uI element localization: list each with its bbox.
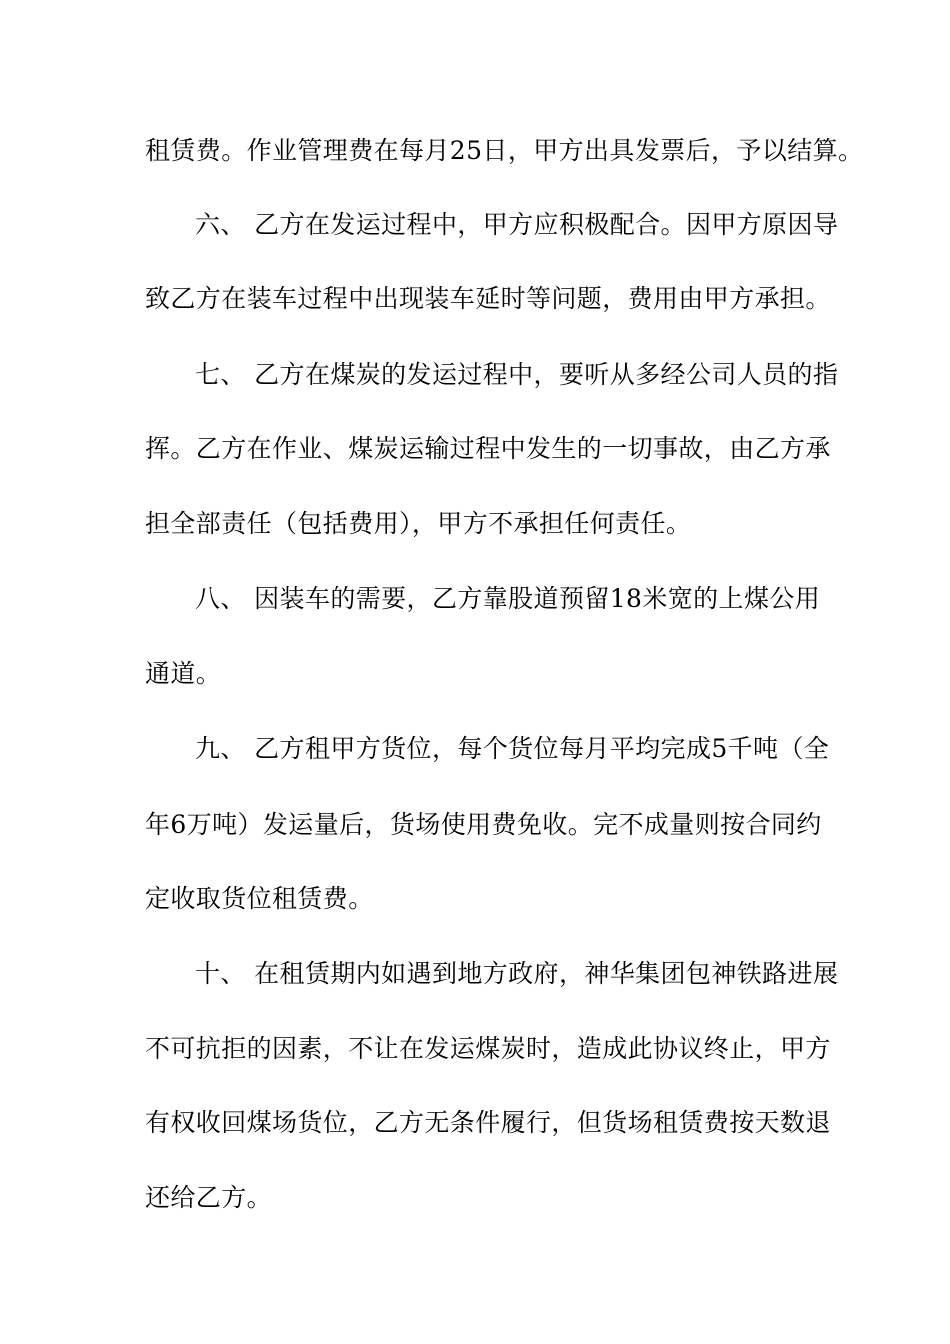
paragraph-line: 致乙方在装车过程中出现装车延时等问题，费用由甲方承担。 bbox=[145, 284, 831, 313]
clause-six-line: 六、 乙方在发运过程中，甲方应积极配合。因甲方原因导 bbox=[195, 210, 839, 239]
paragraph-line: 定收取货位租赁费。 bbox=[145, 884, 374, 913]
paragraph-line: 租赁费。作业管理费在每月25日，甲方出具发票后，予以结算。 bbox=[145, 136, 864, 165]
paragraph-line: 担全部责任（包括费用），甲方不承担任何责任。 bbox=[145, 509, 692, 538]
clause-nine-line: 九、 乙方租甲方货位，每个货位每月平均完成5千吨（全 bbox=[195, 734, 830, 763]
paragraph-line: 通道。 bbox=[145, 659, 222, 688]
clause-eight-line: 八、 因装车的需要，乙方靠股道预留18米宽的上煤公用 bbox=[195, 584, 821, 613]
paragraph-line: 还给乙方。 bbox=[145, 1183, 273, 1212]
paragraph-line: 年6万吨）发运量后，货场使用费免收。完不成量则按合同约 bbox=[145, 810, 822, 839]
paragraph-line: 有权收回煤场货位，乙方无条件履行，但货场租赁费按天数退 bbox=[145, 1108, 831, 1137]
clause-seven-line: 七、 乙方在煤炭的发运过程中，要听从多经公司人员的指 bbox=[195, 360, 839, 389]
clause-ten-line: 十、 在租赁期内如遇到地方政府，神华集团包神铁路进展 bbox=[195, 959, 839, 988]
paragraph-line: 挥。乙方在作业、煤炭运输过程中发生的一切事故，由乙方承 bbox=[145, 434, 831, 463]
paragraph-line: 不可抗拒的因素，不让在发运煤炭时，造成此协议终止，甲方 bbox=[145, 1034, 831, 1063]
